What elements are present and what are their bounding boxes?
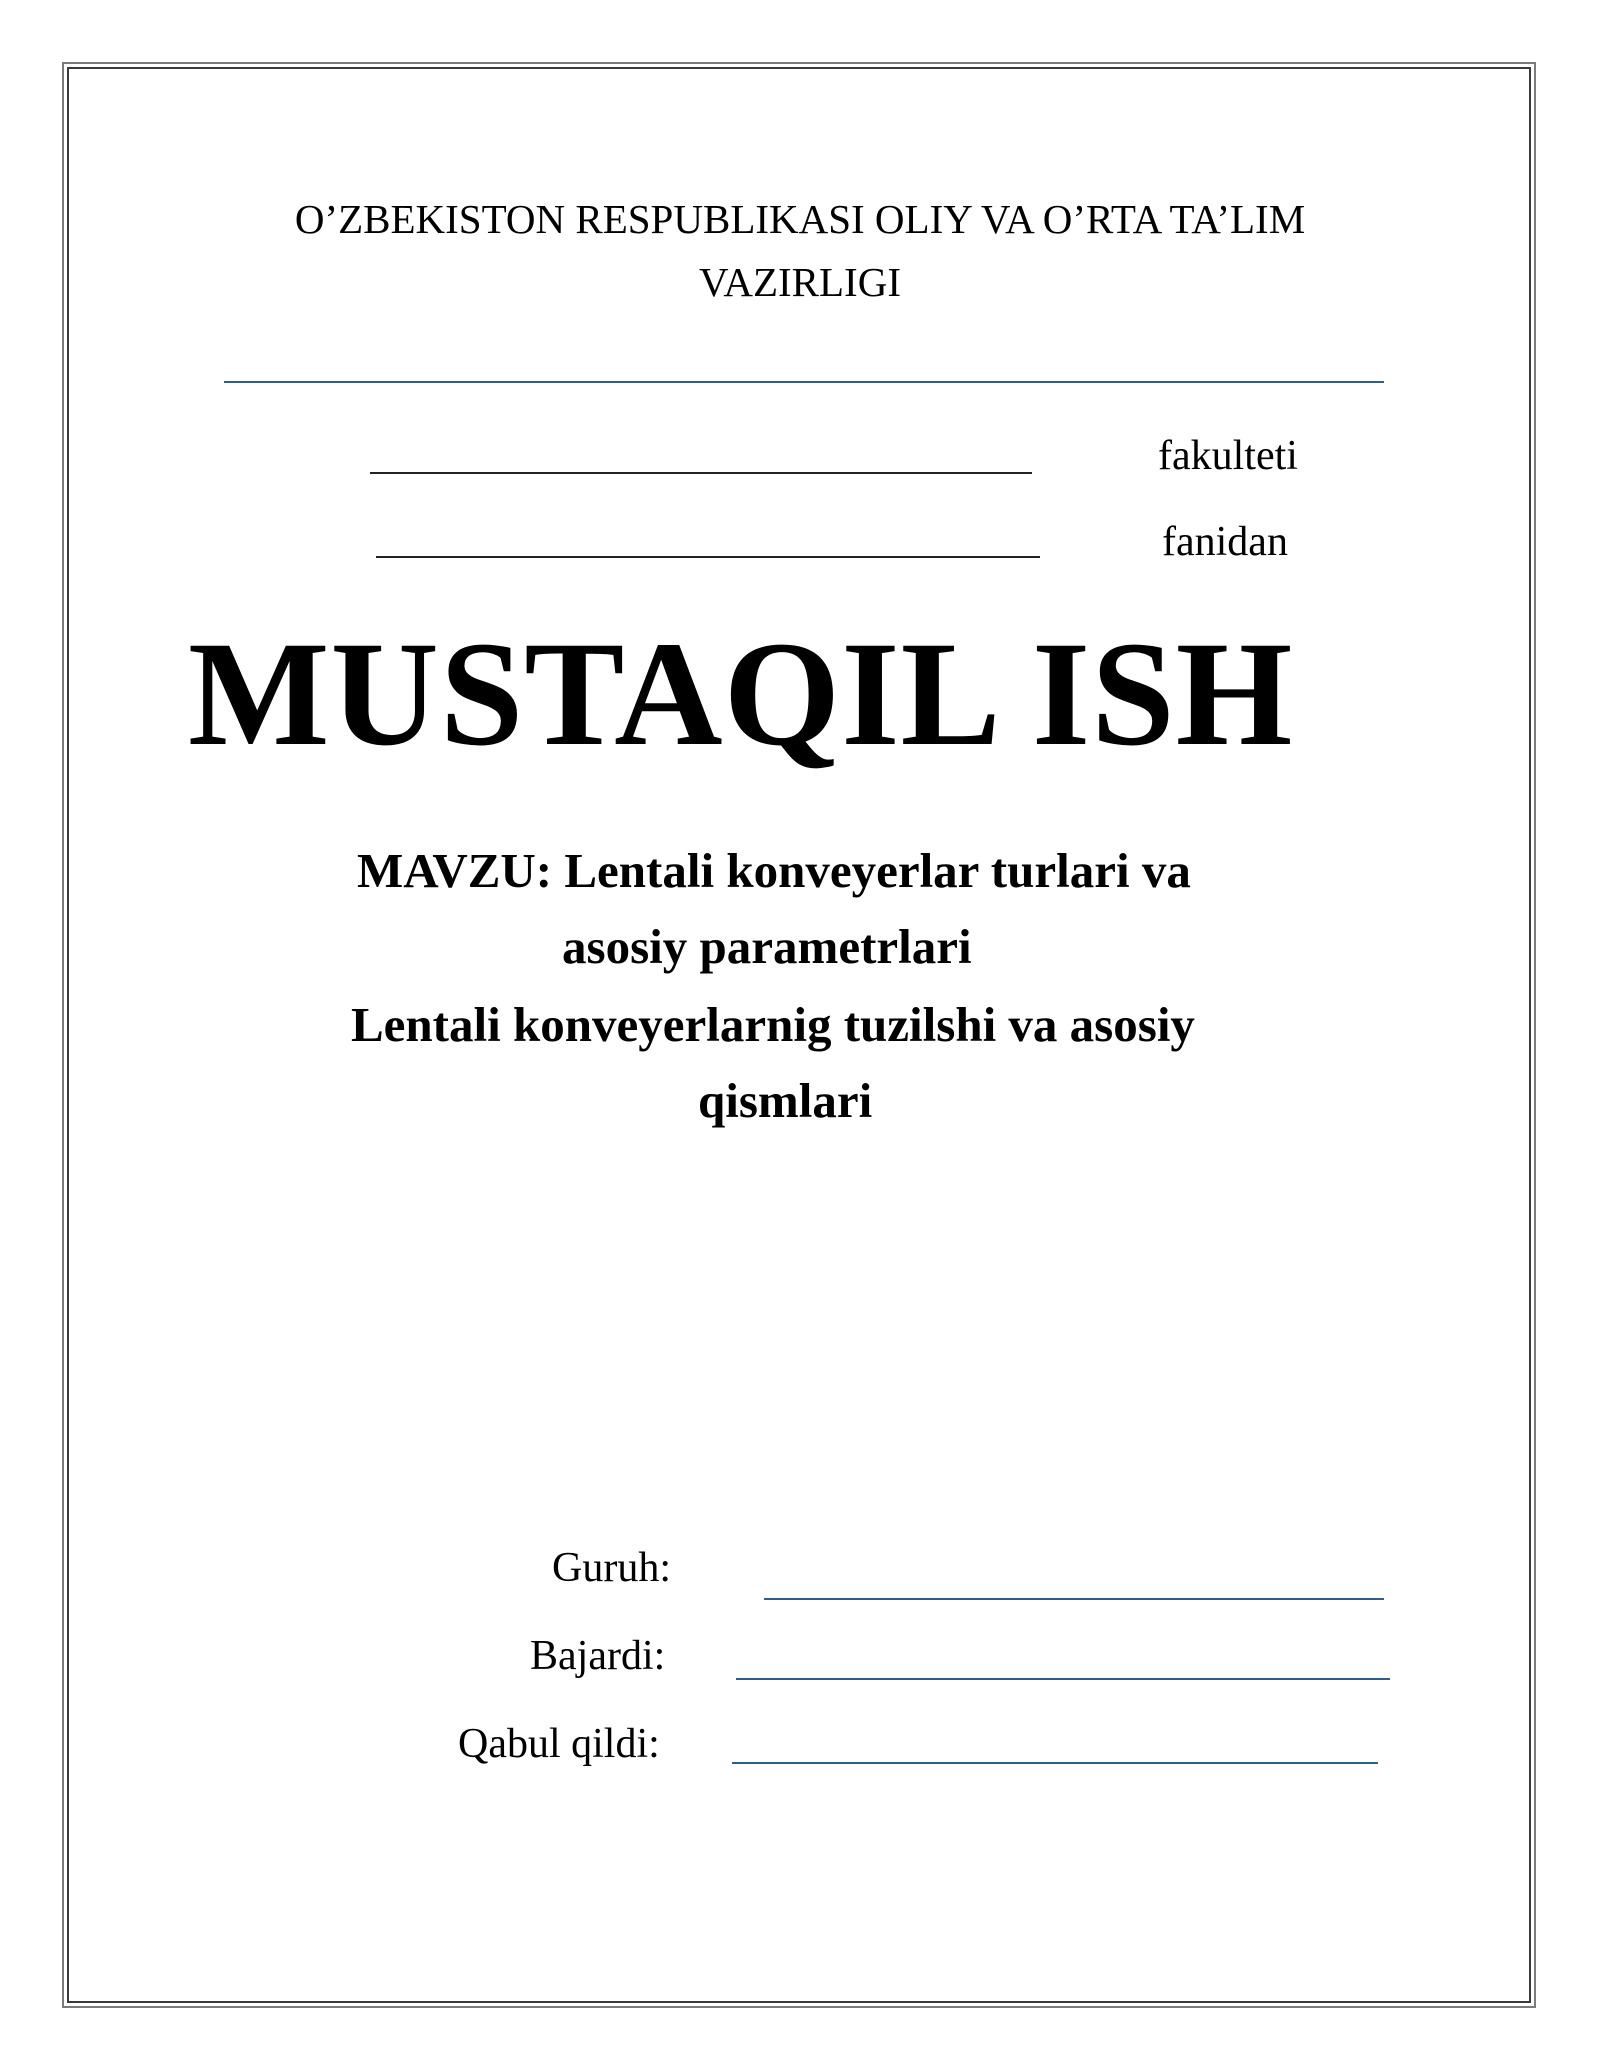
group-label: Guruh: [552, 1545, 671, 1591]
faculty-label: fakulteti [1158, 433, 1298, 479]
topic-line-1: MAVZU: Lentali konveyerlar turlari va [357, 843, 1191, 898]
done-by-label: Bajardi: [530, 1633, 666, 1679]
group-blank-line [764, 1598, 1384, 1600]
ministry-line-2: VAZIRLIGI [699, 259, 901, 305]
accepted-by-blank-line [732, 1762, 1378, 1764]
ministry-line-1: O’ZBEKISTON RESPUBLIKASI OLIY VA O’RTA TA’LIM [294, 196, 1306, 242]
topic-line-2: asosiy parametrlari [562, 919, 972, 974]
faculty-blank-line [370, 472, 1032, 474]
subject-label: fanidan [1162, 519, 1288, 565]
topic-line-4: qismlari [698, 1073, 873, 1128]
document-title: MUSTAQIL ISH [188, 611, 1294, 777]
subject-blank-line [376, 556, 1040, 558]
done-by-blank-line [736, 1678, 1390, 1680]
university-blank-line [224, 381, 1384, 383]
ministry-header [0, 188, 1600, 314]
accepted-by-label: Qabul qildi: [458, 1721, 660, 1767]
topic-line-3: Lentali konveyerlarnig tuzilshi va asosiy [351, 997, 1195, 1052]
